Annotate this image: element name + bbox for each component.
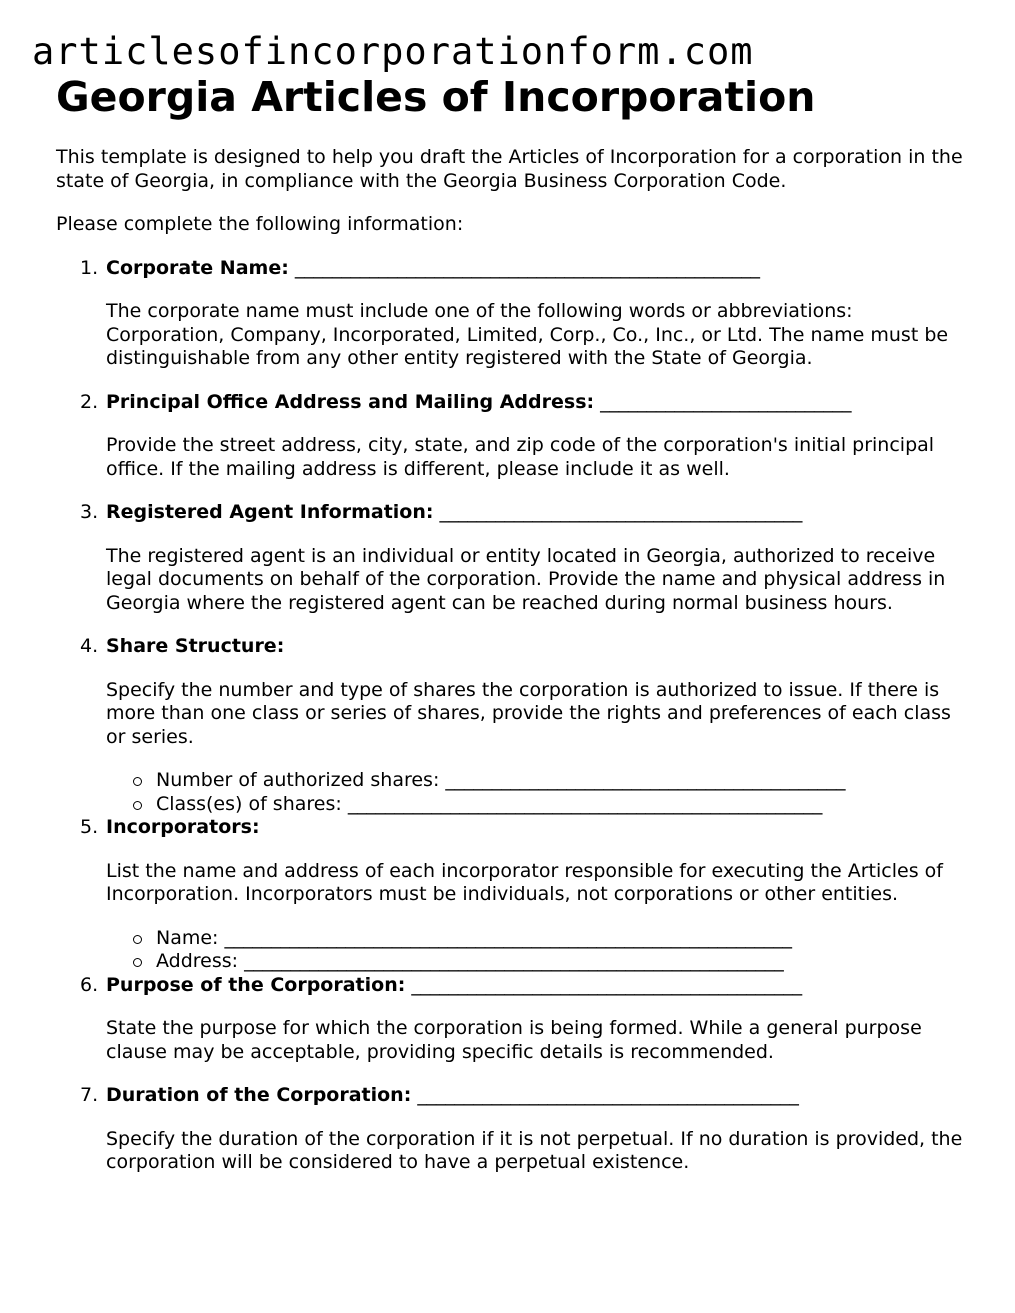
section-number: 6. — [80, 973, 99, 996]
list-item — [106, 793, 966, 817]
circle-bullet-icon — [133, 777, 142, 786]
incorporators-sub-list — [106, 927, 966, 974]
section-registered-agent — [56, 501, 966, 615]
circle-bullet-icon — [133, 801, 142, 810]
list-item — [106, 927, 966, 951]
incorporator-name-field[interactable]: _____________________________________________________________ — [224, 926, 792, 949]
section-heading: Principal Office Address and Mailing Address: — [106, 390, 595, 413]
section-number: 1. — [80, 256, 99, 279]
section-heading: Corporate Name: — [106, 256, 289, 279]
instructions-prompt: Please complete the following information: — [56, 213, 464, 235]
duration-field[interactable]: _________________________________________ — [417, 1084, 799, 1106]
section-description: The corporate name must include one of the following words or abbreviations: Corporation, Company, Incorporated, Limited, Corp., Co., Inc., or Ltd. The name must be distinguishable from any other entity registered with the State of Georgia. — [106, 300, 949, 369]
sub-item-label: Name: — [156, 926, 219, 949]
list-item — [106, 950, 966, 974]
section-corporate-name — [56, 257, 966, 371]
share-classes-field[interactable]: ___________________________________________________ — [347, 792, 823, 815]
section-description: List the name and address of each incorporator responsible for executing the Articles of Incorporation. Incorporators must be individuals, not corporations or other entities. — [106, 859, 943, 905]
principal-office-address-field[interactable]: ___________________________ — [600, 390, 852, 413]
circle-bullet-icon — [133, 958, 142, 967]
list-item — [106, 769, 966, 793]
site-watermark: articlesofincorporationform.com — [32, 30, 754, 73]
section-principal-office — [56, 391, 966, 482]
circle-bullet-icon — [133, 935, 142, 944]
section-description: Specify the duration of the corporation if it is not perpetual. If no duration is provided, the corporation will be considered to have a perpetual existence. — [106, 1127, 963, 1173]
section-description: Provide the street address, city, state, and zip code of the corporation's initial principal office. If the mailing address is different, please include it as well. — [106, 434, 935, 480]
form-sections-list — [56, 257, 966, 1175]
section-heading: Duration of the Corporation: — [106, 1084, 412, 1106]
section-heading: Purpose of the Corporation: — [106, 973, 406, 996]
section-number: 5. — [80, 816, 99, 838]
section-number: 7. — [80, 1084, 99, 1106]
section-share-structure — [56, 635, 966, 816]
section-description: State the purpose for which the corporation is being formed. While a general purpose clause may be acceptable, providing specific details is recommended. — [106, 1017, 922, 1063]
section-duration — [56, 1084, 966, 1175]
incorporator-address-field[interactable]: __________________________________________________________ — [244, 950, 784, 972]
purpose-field[interactable]: __________________________________________ — [411, 973, 802, 996]
section-heading: Registered Agent Information: — [106, 501, 434, 523]
section-number: 2. — [80, 390, 99, 413]
section-purpose — [56, 974, 966, 1065]
section-description: The registered agent is an individual or entity located in Georgia, authorized to receive legal documents on behalf of the corporation. Provide the name and physical address in Georgia where the registered agent can be reached during normal business hours. — [106, 544, 946, 614]
section-number: 3. — [80, 501, 99, 523]
sub-item-label: Address: — [156, 950, 239, 972]
document-body — [56, 146, 966, 1175]
intro-paragraph: This template is designed to help you draft the Articles of Incorporation for a corporation in the state of Georgia, in compliance with the Georgia Business Corporation Code. — [56, 146, 963, 192]
share-structure-sub-list — [106, 769, 966, 816]
page-title: Georgia Articles of Incorporation — [56, 73, 816, 121]
sub-item-label: Number of authorized shares: — [156, 769, 440, 791]
section-incorporators — [56, 816, 966, 974]
corporate-name-field[interactable]: __________________________________________________ — [294, 256, 760, 279]
registered-agent-field[interactable]: _______________________________________ — [439, 501, 803, 523]
section-heading: Incorporators: — [106, 816, 260, 838]
sub-item-label: Class(es) of shares: — [156, 792, 342, 815]
authorized-shares-field[interactable]: ___________________________________________ — [445, 769, 846, 791]
section-description: Specify the number and type of shares the corporation is authorized to issue. If there is more than one class or series of shares, provide the rights and preferences of each class or series. — [106, 678, 951, 748]
section-number: 4. — [80, 635, 99, 657]
section-heading: Share Structure: — [106, 635, 285, 657]
